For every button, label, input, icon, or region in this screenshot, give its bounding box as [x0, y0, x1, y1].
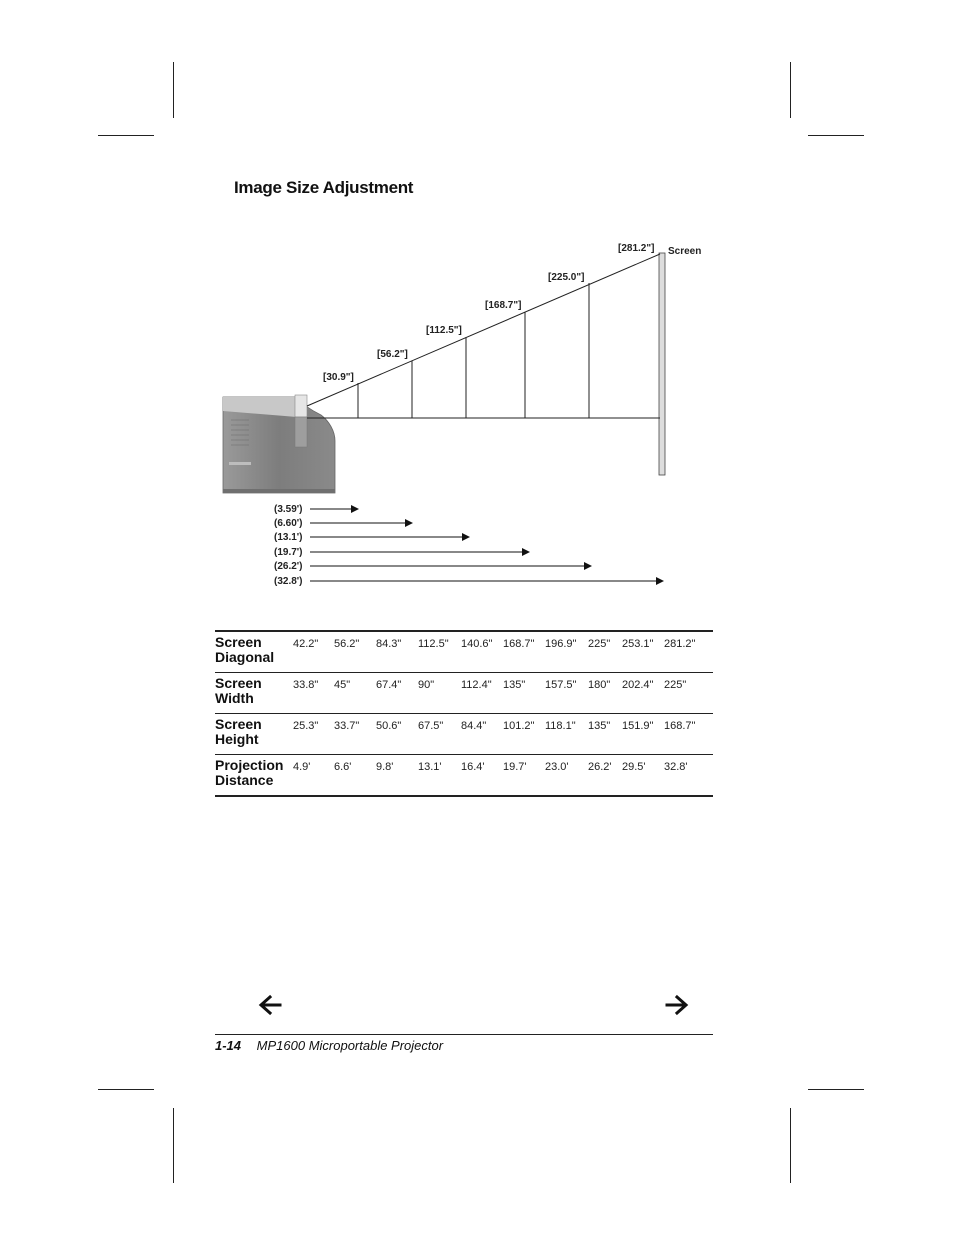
image-size-table — [215, 630, 713, 797]
page-footer — [215, 1038, 443, 1053]
crop-mark — [98, 1089, 154, 1090]
table-cell: 23.0' — [545, 755, 588, 797]
distance-label: (26.2') — [274, 561, 303, 572]
table-cell: 16.4' — [461, 755, 503, 797]
table-cell: 33.8" — [293, 673, 334, 714]
table-cell: 13.1' — [418, 755, 461, 797]
table-cell: 45" — [334, 673, 376, 714]
projection-ray — [307, 254, 660, 406]
table-cell: 225" — [664, 673, 713, 714]
table-cell: 42.2" — [293, 631, 334, 673]
distance-label: (3.59') — [274, 504, 303, 515]
crop-mark — [808, 135, 864, 136]
table-cell: 84.3" — [376, 631, 418, 673]
crop-mark — [173, 1108, 174, 1183]
size-label: [30.9"] — [323, 372, 354, 383]
next-page-arrow-icon[interactable] — [665, 994, 689, 1016]
table-cell: 32.8' — [664, 755, 713, 797]
row-header: Screen Diagonal — [215, 631, 293, 673]
table-cell: 9.8' — [376, 755, 418, 797]
distance-label: (13.1') — [274, 532, 303, 543]
row-header: Screen Width — [215, 673, 293, 714]
row-header: Screen Height — [215, 714, 293, 755]
table-cell: 118.1" — [545, 714, 588, 755]
crop-mark — [808, 1089, 864, 1090]
table-row — [215, 755, 713, 797]
table-cell: 26.2' — [588, 755, 622, 797]
size-label: [281.2"] — [618, 243, 655, 254]
footer-rule — [215, 1034, 713, 1035]
table-cell: 168.7" — [664, 714, 713, 755]
size-label: [112.5"] — [426, 325, 462, 336]
table-cell: 135" — [503, 673, 545, 714]
screen-illustration — [659, 253, 665, 475]
table-cell: 157.5" — [545, 673, 588, 714]
row-header: Projection Distance — [215, 755, 293, 797]
table-cell: 67.4" — [376, 673, 418, 714]
table-row — [215, 673, 713, 714]
page-title: Image Size Adjustment — [234, 178, 414, 197]
table-cell: 225" — [588, 631, 622, 673]
table-cell: 281.2" — [664, 631, 713, 673]
table-cell: 6.6' — [334, 755, 376, 797]
screen-label: Screen — [668, 246, 702, 257]
table-cell: 84.4" — [461, 714, 503, 755]
table-cell: 90" — [418, 673, 461, 714]
table-cell: 168.7" — [503, 631, 545, 673]
table-cell: 33.7" — [334, 714, 376, 755]
crop-mark — [790, 62, 791, 118]
table-cell: 50.6" — [376, 714, 418, 755]
document-title: MP1600 Microportable Projector — [256, 1038, 444, 1053]
table-cell: 202.4" — [622, 673, 664, 714]
distance-label: (6.60') — [274, 518, 303, 529]
table-cell: 4.9' — [293, 755, 334, 797]
table-row — [215, 714, 713, 755]
table-cell: 19.7' — [503, 755, 545, 797]
table-cell: 135" — [588, 714, 622, 755]
size-label: [168.7"] — [485, 300, 522, 311]
table-cell: 112.4" — [461, 673, 503, 714]
table-cell: 140.6" — [461, 631, 503, 673]
table-cell: 196.9" — [545, 631, 588, 673]
table-cell: 112.5" — [418, 631, 461, 673]
table-row — [215, 631, 713, 673]
table-cell: 180" — [588, 673, 622, 714]
distance-label: (32.8') — [274, 576, 303, 587]
crop-mark — [790, 1108, 791, 1183]
table-cell: 253.1" — [622, 631, 664, 673]
projection-diagram — [215, 235, 715, 595]
crop-mark — [98, 135, 154, 136]
table-cell: 67.5" — [418, 714, 461, 755]
distance-label: (19.7') — [274, 547, 303, 558]
page-number: 1-14 — [215, 1038, 242, 1053]
table-cell: 151.9" — [622, 714, 664, 755]
table-cell: 56.2" — [334, 631, 376, 673]
table-cell: 29.5' — [622, 755, 664, 797]
table-cell: 101.2" — [503, 714, 545, 755]
previous-page-arrow-icon[interactable] — [258, 994, 282, 1016]
crop-mark — [173, 62, 174, 118]
table-cell: 25.3" — [293, 714, 334, 755]
distance-arrows — [310, 509, 663, 581]
projector-illustration — [223, 395, 335, 493]
size-label: [56.2"] — [377, 349, 408, 360]
size-label: [225.0"] — [548, 272, 585, 283]
